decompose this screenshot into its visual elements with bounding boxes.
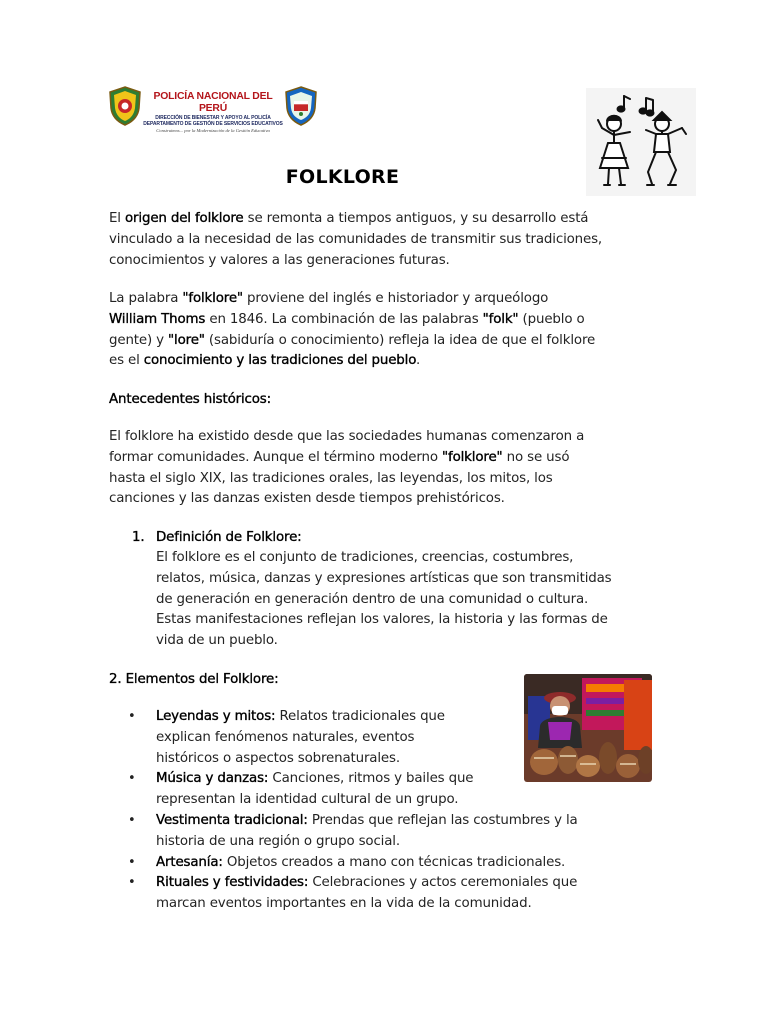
text-line: vinculado a la necesidad de las comunidades de transmitir sus tradiciones,	[109, 231, 603, 247]
text-run: no se usó	[502, 449, 570, 465]
institution-logo-block	[108, 86, 318, 133]
text-line: El folklore es el conjunto de tradiciones, creencias, costumbres,	[156, 550, 574, 565]
bullet-text	[156, 873, 577, 915]
text-run: La palabra	[109, 291, 183, 306]
bullet-icon: •	[128, 875, 136, 890]
text-line	[109, 289, 649, 310]
text-run: (pueblo o	[518, 311, 585, 327]
text-run: El	[109, 211, 125, 226]
text-line: relatos, música, danzas y expresiones artísticas que son transmitidas	[156, 570, 612, 586]
bullet-icon: •	[128, 813, 136, 828]
section-1-title: Definición de Folklore:	[156, 530, 302, 545]
section-2-title: 2. Elementos del Folklore:	[109, 672, 279, 687]
institution-directorate: DIRECCIÓN DE BIENESTAR Y APOYO AL POLICÍA	[155, 115, 271, 121]
text-line	[109, 448, 649, 469]
text-run: proviene del inglés e historiador y arqueólogo	[242, 291, 549, 306]
artisan-crafts-photo	[524, 674, 652, 782]
section-1-body	[156, 548, 656, 652]
bullet-text	[156, 853, 565, 874]
text-run: en 1846. La combinación de las palabras	[205, 311, 483, 327]
bullet-icon: •	[128, 855, 136, 870]
text-line	[156, 873, 577, 894]
text-run: .	[416, 353, 421, 369]
text-line: representan la identidad cultural de un grupo.	[156, 791, 459, 807]
document-title: FOLKLORE	[285, 166, 400, 188]
text-line: marcan eventos importantes en la vida de la comunidad.	[156, 895, 532, 911]
institution-motto: Construimos... por la Modernización de la Gestión Educativa	[156, 128, 270, 133]
text-run: Objetos creados a mano con técnicas tradicionales.	[222, 855, 566, 870]
department-seal-icon	[284, 86, 318, 126]
bullet-text	[156, 811, 578, 853]
emphasis-william-thoms: William Thoms	[109, 311, 206, 327]
text-line	[109, 310, 649, 331]
text-line: hasta el siglo XIX, las tradiciones orales, las leyendas, los mitos, los	[109, 470, 553, 486]
bullet-text	[156, 707, 445, 769]
text-line: conocimientos y valores a las generaciones futuras.	[109, 252, 450, 268]
text-line	[156, 769, 473, 790]
text-run: Canciones, ritmos y bailes que	[268, 771, 474, 786]
text-line: Estas manifestaciones reflejan los valores, la historia y las formas de	[156, 612, 608, 628]
institution-name: POLICÍA NACIONAL DEL PERÚ	[153, 91, 273, 114]
text-run: Prendas que reflejan las costumbres y la	[307, 813, 578, 828]
text-run: Relatos tradicionales que	[275, 709, 445, 724]
text-run: es el	[109, 353, 144, 369]
bullet-text	[156, 769, 473, 811]
text-line: vida de un pueblo.	[156, 633, 278, 649]
intro-paragraph	[109, 209, 649, 271]
text-line	[109, 331, 649, 352]
police-seal-icon	[108, 86, 142, 126]
emphasis-folk: "folk"	[482, 311, 519, 327]
text-run: se remonta a tiempos antiguos, y su desarrollo está	[243, 211, 589, 226]
antecedentes-heading: Antecedentes históricos:	[109, 392, 271, 407]
emphasis-origin: origen del folklore	[125, 211, 244, 226]
emphasis-knowledge: conocimiento y las tradiciones del pueblo	[143, 353, 417, 369]
text-line	[156, 811, 578, 832]
text-line	[109, 209, 649, 230]
bullet-icon: •	[128, 709, 136, 724]
history-paragraph	[109, 427, 649, 510]
etymology-paragraph	[109, 289, 649, 372]
emphasis-lore: "lore"	[168, 332, 205, 348]
bullet-label: Artesanía:	[156, 855, 223, 870]
text-line: El folklore ha existido desde que las sociedades humanas comenzaron a	[109, 429, 585, 444]
text-run: gente) y	[109, 332, 169, 348]
bullet-label: Leyendas y mitos:	[156, 709, 276, 724]
bullet-label: Vestimenta tradicional:	[156, 813, 308, 828]
bullet-label: Rituales y festividades:	[156, 875, 309, 890]
text-line: historia de una región o grupo social.	[156, 833, 400, 849]
emphasis-folklore: "folklore"	[182, 291, 243, 306]
text-line	[109, 351, 649, 372]
text-run: (sabiduría o conocimiento) refleja la idea de que el folklore	[204, 332, 596, 348]
bullet-icon: •	[128, 771, 136, 786]
bullet-label: Música y danzas:	[156, 771, 269, 786]
section-1-number: 1.	[132, 530, 145, 545]
text-line: de generación en generación dentro de una comunidad o cultura.	[156, 591, 589, 607]
institution-department: DEPARTAMENTO DE GESTIÓN DE SERVICIOS EDUCATIVOS	[143, 121, 283, 127]
emphasis-folklore-term: "folklore"	[442, 449, 503, 465]
text-line: históricos o aspectos sobrenaturales.	[156, 750, 400, 766]
text-line	[156, 853, 565, 874]
text-line: explican fenómenos naturales, eventos	[156, 729, 415, 745]
text-line: canciones y las danzas existen desde tiempos prehistóricos.	[109, 491, 505, 507]
folk-dancers-illustration	[586, 88, 696, 196]
text-run: formar comunidades. Aunque el término moderno	[109, 449, 442, 465]
text-line	[156, 707, 445, 728]
text-run: Celebraciones y actos ceremoniales que	[308, 875, 578, 890]
